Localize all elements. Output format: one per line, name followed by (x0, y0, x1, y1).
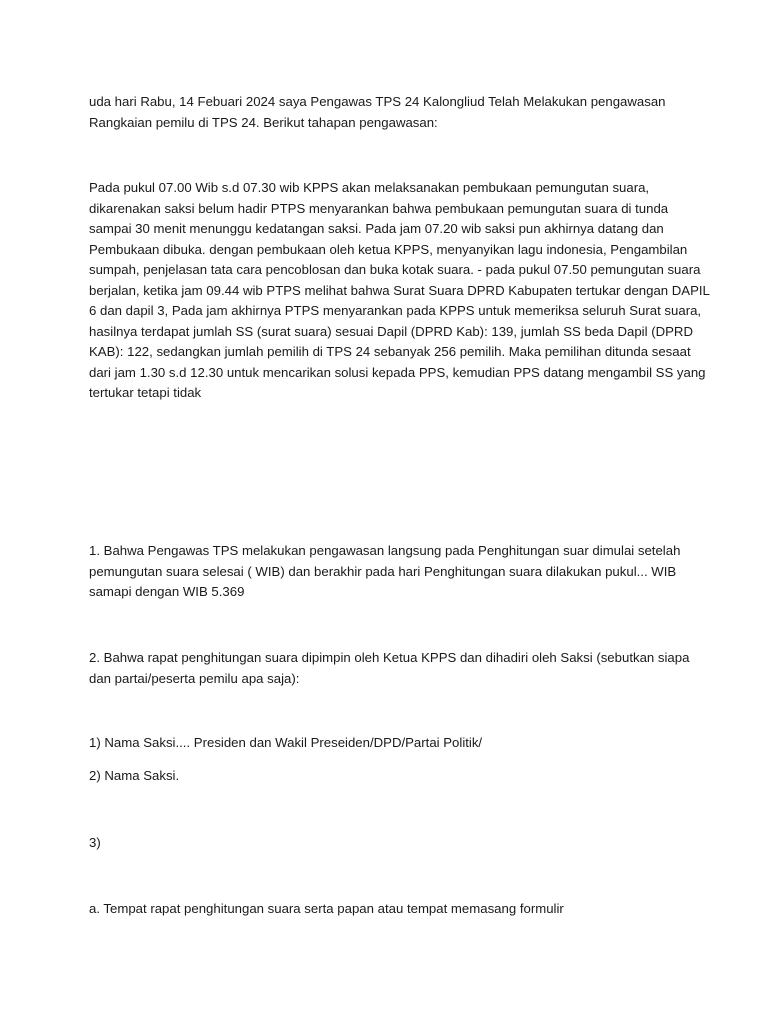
point-2-line: dan partai/peserta pemilu apa saja): (89, 670, 300, 686)
point-1-line: pemungutan suara selesai ( WIB) dan berakhir pada hari Penghitungan suara dilakukan pukul... WIB (89, 563, 677, 579)
point-1-line: samapi dengan WIB 5.369 (89, 584, 245, 599)
narrative-line: Pembukaan dibuka. dengan pembukaan oleh ketua KPPS, menyanyikan lagu indonesia, Pengambilan (89, 241, 688, 257)
narrative-line: hasilnya terdapat jumlah SS (surat suara) sesuai Dapil (DPRD Kab): 139, jumlah SS beda Dapil (DPRD (89, 323, 693, 339)
narrative-line: tertukar tetapi tidak (89, 385, 202, 400)
item-a-text: a. Tempat rapat penghitungan suara serta papan atau tempat memasang formulir (89, 901, 564, 916)
saksi-1-text: 1) Nama Saksi.... Presiden dan Wakil Preseiden/DPD/Partai Politik/ (89, 735, 483, 750)
narrative-line: sumpah, penjelasan tata cara pencoblosan dan buka kotak suara. - pada pukul 07.50 pemungutan suara (89, 262, 701, 277)
narrative-line: dikarenakan saksi belum hadir PTPS menyarankan bahwa pembukaan pemungutan suara di tunda (89, 200, 669, 216)
item-3-line (89, 833, 689, 854)
narrative-paragraph (89, 178, 710, 404)
narrative-line: dari jam 1.30 s.d 12.30 untuk mencarikan solusi kepada PPS, kemudian PPS datang mengambil SS yang (89, 364, 706, 380)
point-1-paragraph (89, 541, 689, 603)
intro-paragraph (89, 92, 689, 133)
saksi-2-text: 2) Nama Saksi. (89, 768, 180, 783)
point-2-paragraph (89, 648, 689, 689)
narrative-line: berjalan, ketika jam 09.44 wib PTPS melihat bahwa Surat Suara DPRD Kabupaten tertukar dengan DAPIL (89, 282, 710, 298)
saksi-1-line (89, 733, 689, 754)
narrative-line: 6 dan dapil 3, Pada jam akhirnya PTPS menyarankan pada KPPS untuk memeriksa seluruh Surat suara, (89, 303, 702, 318)
item-3-text: 3) (89, 835, 101, 850)
narrative-line: KAB): 122, sedangkan jumlah pemilih di TPS 24 sebanyak 256 pemilih. Maka pemilihan ditunda sesaat (89, 344, 691, 359)
intro-line: uda hari Rabu, 14 Febuari 2024 saya Pengawas TPS 24 Kalongliud Telah Melakukan pengawasan (89, 94, 666, 109)
intro-line: Rangkaian pemilu di TPS 24. Berikut tahapan pengawasan: (89, 114, 438, 130)
point-2-line: 2. Bahwa rapat penghitungan suara dipimpin oleh Ketua KPPS dan dihadiri oleh Saksi (sebutkan siapa (89, 650, 690, 665)
narrative-line: Pada pukul 07.00 Wib s.d 07.30 wib KPPS akan melaksanakan pembukaan pemungutan suara, (89, 180, 650, 195)
point-1-line: 1. Bahwa Pengawas TPS melakukan pengawasan langsung pada Penghitungan suar dimulai setelah (89, 543, 681, 558)
narrative-line: sampai 30 menit menunggu kedatangan saksi. Pada jam 07.20 wib saksi pun akhirnya datang dan (89, 221, 664, 236)
saksi-2-line (89, 766, 689, 787)
item-a-line (89, 899, 689, 920)
